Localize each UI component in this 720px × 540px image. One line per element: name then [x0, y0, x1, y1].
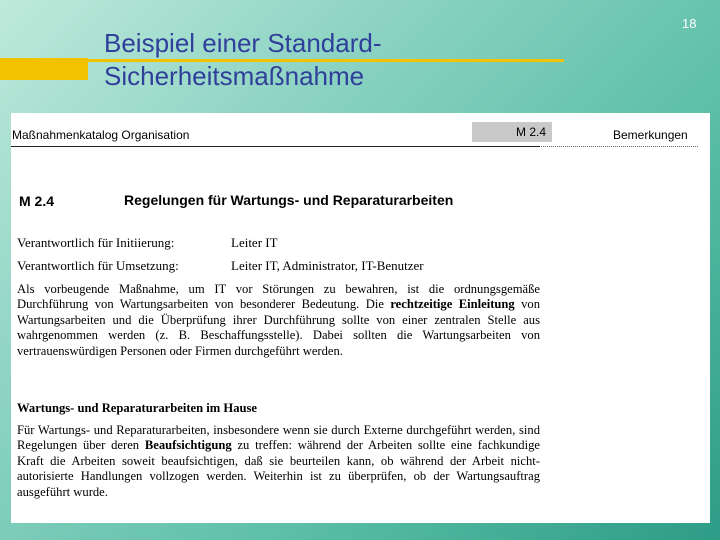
responsibility-label: Verantwortlich für Initiierung:	[17, 235, 175, 250]
document-scan	[11, 113, 710, 523]
slide-title: Beispiel einer Standard-Sicherheitsmaßnahme	[104, 28, 382, 91]
accent-bar	[0, 58, 88, 80]
measure-code-box: M 2.4	[472, 122, 552, 142]
document-header	[11, 122, 710, 146]
paragraph-text: zu treffen: während der Arbeiten sollte eine fachkundige Kraft die Arbeiten soweit beaufsichtigen, daß sie beurteilen kann, ob während der Arbeit nicht-autorisierte Handlungen vollzogen werden. Weiterhin ist zu überprüfen, ob der Wartungsauftrag ausgeführt wurde.	[17, 438, 540, 499]
paragraph-text: Für Wartungs- und Reparaturarbeiten, insbesondere wenn sie durch Externe durchgeführt werden, sind Regelungen über deren	[17, 423, 540, 453]
catalog-label: Maßnahmenkatalog Organisation	[12, 128, 190, 142]
responsibility-value: Leiter IT, Administrator, IT-Benutzer	[231, 258, 424, 273]
header-solid-rule	[11, 146, 540, 147]
measure-id: M 2.4	[19, 193, 55, 209]
remarks-label: Bemerkungen	[613, 128, 688, 142]
section-heading: Wartungs- und Reparaturarbeiten im Hause	[17, 401, 257, 415]
slide-number: 18	[682, 16, 697, 31]
paragraph-emphasis: Beaufsichtigung	[144, 438, 232, 453]
paragraph-prevention	[17, 282, 540, 359]
paragraph-emphasis: rechtzeitige Einleitung	[390, 297, 515, 312]
paragraph-text: Als vorbeugende Maßnahme, um IT vor Störungen zu bewahren, ist die ordnungsgemäße Durchführung von Wartungsarbeiten von besonderer Bedeutung. Die	[17, 282, 540, 312]
responsibility-value: Leiter IT	[231, 235, 278, 250]
responsibility-label: Verantwortlich für Umsetzung:	[17, 258, 179, 273]
paragraph-supervision	[17, 423, 540, 500]
responsibility-initiation	[17, 235, 278, 251]
paragraph-text: von Wartungsarbeiten und die Überprüfung ihrer Durchführung sollte von einer zentralen Stelle aus wahrgenommen werden (z. B. Beschaffungsstelle). Dabei sollten die Wartungsarbeiten von vertrauenswürdigen Personen oder Firmen durchgeführt werden.	[17, 297, 540, 358]
responsibility-implementation	[17, 258, 424, 274]
measure-title: Regelungen für Wartungs- und Reparaturarbeiten	[124, 192, 454, 208]
